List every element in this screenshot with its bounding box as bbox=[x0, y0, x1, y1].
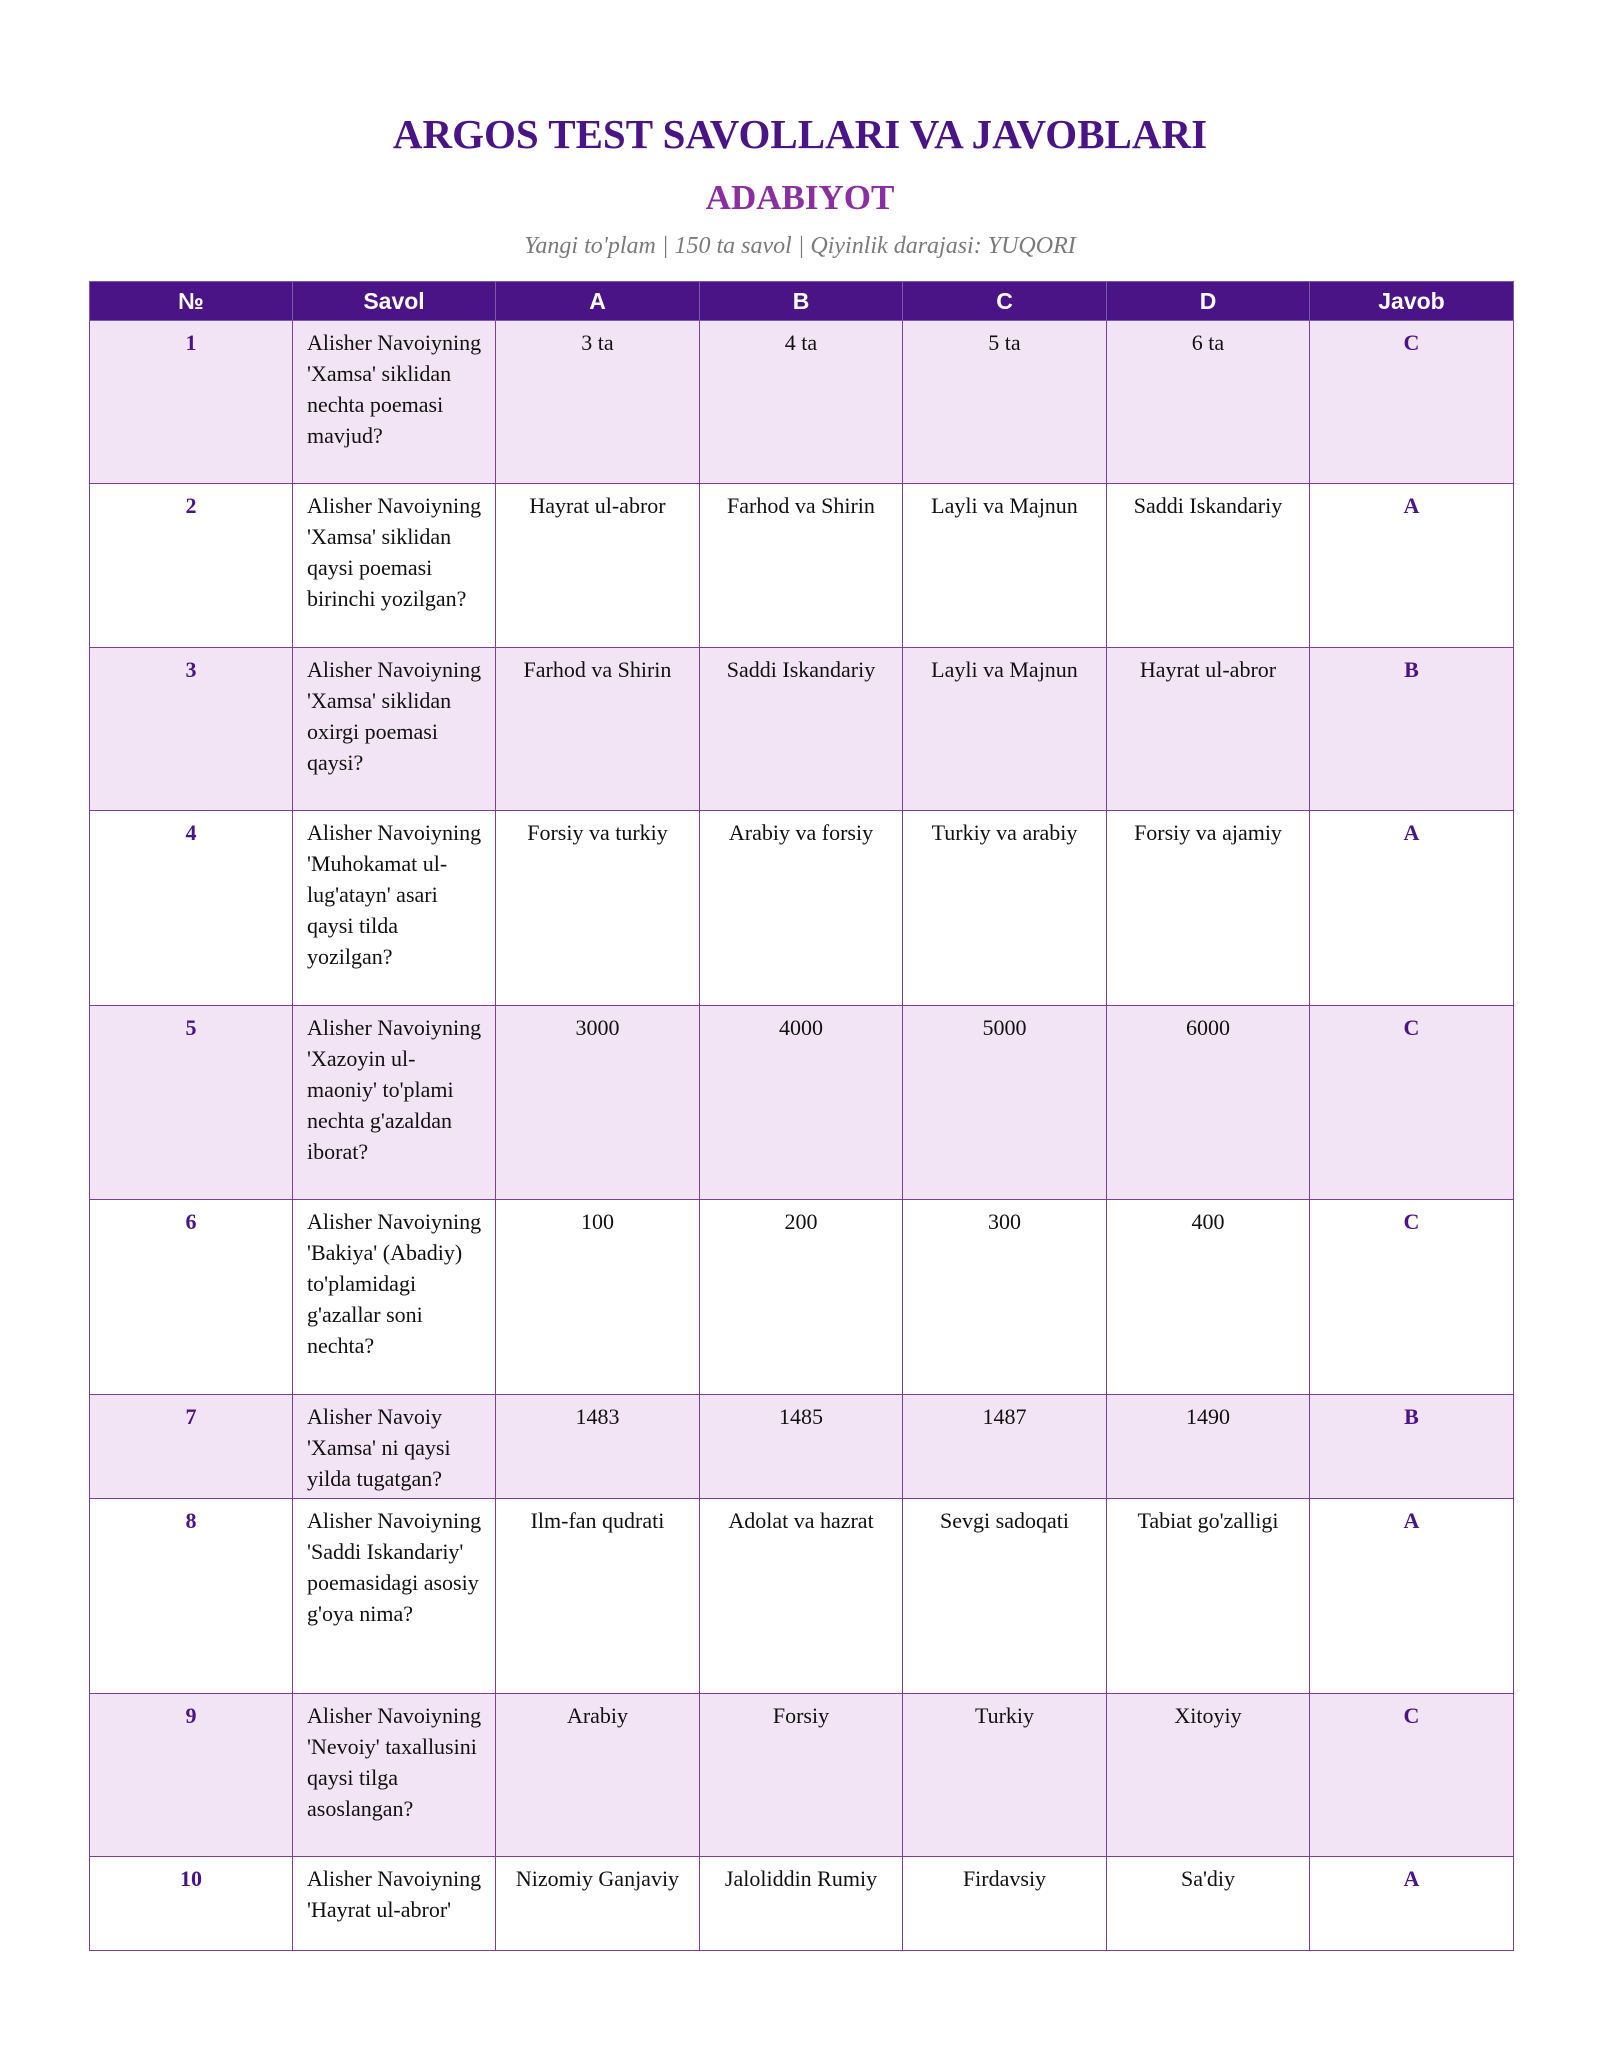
option-d: Sa'diy bbox=[1107, 1857, 1310, 1951]
option-a: Farhod va Shirin bbox=[496, 648, 700, 811]
option-c: Layli va Majnun bbox=[903, 484, 1107, 648]
question-text: Alisher Navoiyning 'Xazoyin ul-maoniy' to'plami nechta g'azaldan iborat? bbox=[293, 1006, 496, 1200]
question-number: 7 bbox=[90, 1395, 293, 1499]
option-c: 300 bbox=[903, 1200, 1107, 1395]
option-c: Firdavsiy bbox=[903, 1857, 1107, 1951]
option-d: Tabiat go'zalligi bbox=[1107, 1499, 1310, 1694]
option-a: 3000 bbox=[496, 1006, 700, 1200]
option-a: 3 ta bbox=[496, 321, 700, 484]
column-header-option-d: D bbox=[1107, 282, 1310, 321]
question-text: Alisher Navoiyning 'Hayrat ul-abror' bbox=[293, 1857, 496, 1951]
column-header-number: № bbox=[90, 282, 293, 321]
correct-answer: B bbox=[1310, 1395, 1514, 1499]
option-b: 4 ta bbox=[700, 321, 903, 484]
option-d: Xitoyiy bbox=[1107, 1694, 1310, 1857]
question-text: Alisher Navoiyning 'Xamsa' siklidan qaysi poemasi birinchi yozilgan? bbox=[293, 484, 496, 648]
collection-meta: Yangi to'plam | 150 ta savol | Qiyinlik darajasi: YUQORI bbox=[524, 233, 1076, 259]
table-row bbox=[90, 1200, 1514, 1395]
option-b: Jaloliddin Rumiy bbox=[700, 1857, 903, 1951]
column-header-option-c: C bbox=[903, 282, 1107, 321]
option-c: 1487 bbox=[903, 1395, 1107, 1499]
table-row bbox=[90, 1499, 1514, 1694]
question-text: Alisher Navoiyning 'Xamsa' siklidan oxirgi poemasi qaysi? bbox=[293, 648, 496, 811]
question-number: 6 bbox=[90, 1200, 293, 1395]
question-number: 2 bbox=[90, 484, 293, 648]
table-row bbox=[90, 321, 1514, 484]
option-c: Layli va Majnun bbox=[903, 648, 1107, 811]
table-row bbox=[90, 1395, 1514, 1499]
option-d: Hayrat ul-abror bbox=[1107, 648, 1310, 811]
question-text: Alisher Navoiy 'Xamsa' ni qaysi yilda tugatgan? bbox=[293, 1395, 496, 1499]
option-b: Arabiy va forsiy bbox=[700, 811, 903, 1006]
correct-answer: C bbox=[1310, 1200, 1514, 1395]
document-title: ARGOS TEST SAVOLLARI VA JAVOBLARI bbox=[392, 111, 1208, 157]
option-c: Turkiy va arabiy bbox=[903, 811, 1107, 1006]
table-row bbox=[90, 811, 1514, 1006]
option-c: Sevgi sadoqati bbox=[903, 1499, 1107, 1694]
option-b: Farhod va Shirin bbox=[700, 484, 903, 648]
table-header-row bbox=[90, 282, 1514, 321]
option-d: 6000 bbox=[1107, 1006, 1310, 1200]
question-number: 9 bbox=[90, 1694, 293, 1857]
question-text: Alisher Navoiyning 'Bakiya' (Abadiy) to'plamidagi g'azallar soni nechta? bbox=[293, 1200, 496, 1395]
option-a: Nizomiy Ganjaviy bbox=[496, 1857, 700, 1951]
option-d: Saddi Iskandariy bbox=[1107, 484, 1310, 648]
question-number: 1 bbox=[90, 321, 293, 484]
correct-answer: A bbox=[1310, 1499, 1514, 1694]
option-d: 1490 bbox=[1107, 1395, 1310, 1499]
column-header-option-b: B bbox=[700, 282, 903, 321]
question-text: Alisher Navoiyning 'Xamsa' siklidan nechta poemasi mavjud? bbox=[293, 321, 496, 484]
correct-answer: C bbox=[1310, 1006, 1514, 1200]
questions-table bbox=[89, 281, 1514, 1951]
table-row bbox=[90, 1857, 1514, 1951]
correct-answer: A bbox=[1310, 484, 1514, 648]
option-b: Forsiy bbox=[700, 1694, 903, 1857]
option-a: 1483 bbox=[496, 1395, 700, 1499]
option-d: 400 bbox=[1107, 1200, 1310, 1395]
table-row bbox=[90, 1694, 1514, 1857]
correct-answer: A bbox=[1310, 811, 1514, 1006]
question-number: 3 bbox=[90, 648, 293, 811]
correct-answer: A bbox=[1310, 1857, 1514, 1951]
question-number: 4 bbox=[90, 811, 293, 1006]
option-a: 100 bbox=[496, 1200, 700, 1395]
option-a: Hayrat ul-abror bbox=[496, 484, 700, 648]
option-b: 200 bbox=[700, 1200, 903, 1395]
option-a: Arabiy bbox=[496, 1694, 700, 1857]
question-text: Alisher Navoiyning 'Nevoiy' taxallusini qaysi tilga asoslangan? bbox=[293, 1694, 496, 1857]
question-number: 10 bbox=[90, 1857, 293, 1951]
option-c: 5000 bbox=[903, 1006, 1107, 1200]
question-text: Alisher Navoiyning 'Saddi Iskandariy' poemasidagi asosiy g'oya nima? bbox=[293, 1499, 496, 1694]
column-header-answer: Javob bbox=[1310, 282, 1514, 321]
table-row bbox=[90, 484, 1514, 648]
option-a: Ilm-fan qudrati bbox=[496, 1499, 700, 1694]
option-b: Saddi Iskandariy bbox=[700, 648, 903, 811]
correct-answer: C bbox=[1310, 1694, 1514, 1857]
correct-answer: C bbox=[1310, 321, 1514, 484]
table-row bbox=[90, 648, 1514, 811]
question-number: 8 bbox=[90, 1499, 293, 1694]
option-c: Turkiy bbox=[903, 1694, 1107, 1857]
column-header-question: Savol bbox=[293, 282, 496, 321]
option-b: 1485 bbox=[700, 1395, 903, 1499]
column-header-option-a: A bbox=[496, 282, 700, 321]
question-text: Alisher Navoiyning 'Muhokamat ul-lug'atayn' asari qaysi tilda yozilgan? bbox=[293, 811, 496, 1006]
option-d: Forsiy va ajamiy bbox=[1107, 811, 1310, 1006]
option-c: 5 ta bbox=[903, 321, 1107, 484]
question-number: 5 bbox=[90, 1006, 293, 1200]
correct-answer: B bbox=[1310, 648, 1514, 811]
option-b: 4000 bbox=[700, 1006, 903, 1200]
option-b: Adolat va hazrat bbox=[700, 1499, 903, 1694]
option-a: Forsiy va turkiy bbox=[496, 811, 700, 1006]
subject-title: ADABIYOT bbox=[705, 178, 895, 217]
option-d: 6 ta bbox=[1107, 321, 1310, 484]
table-row bbox=[90, 1006, 1514, 1200]
